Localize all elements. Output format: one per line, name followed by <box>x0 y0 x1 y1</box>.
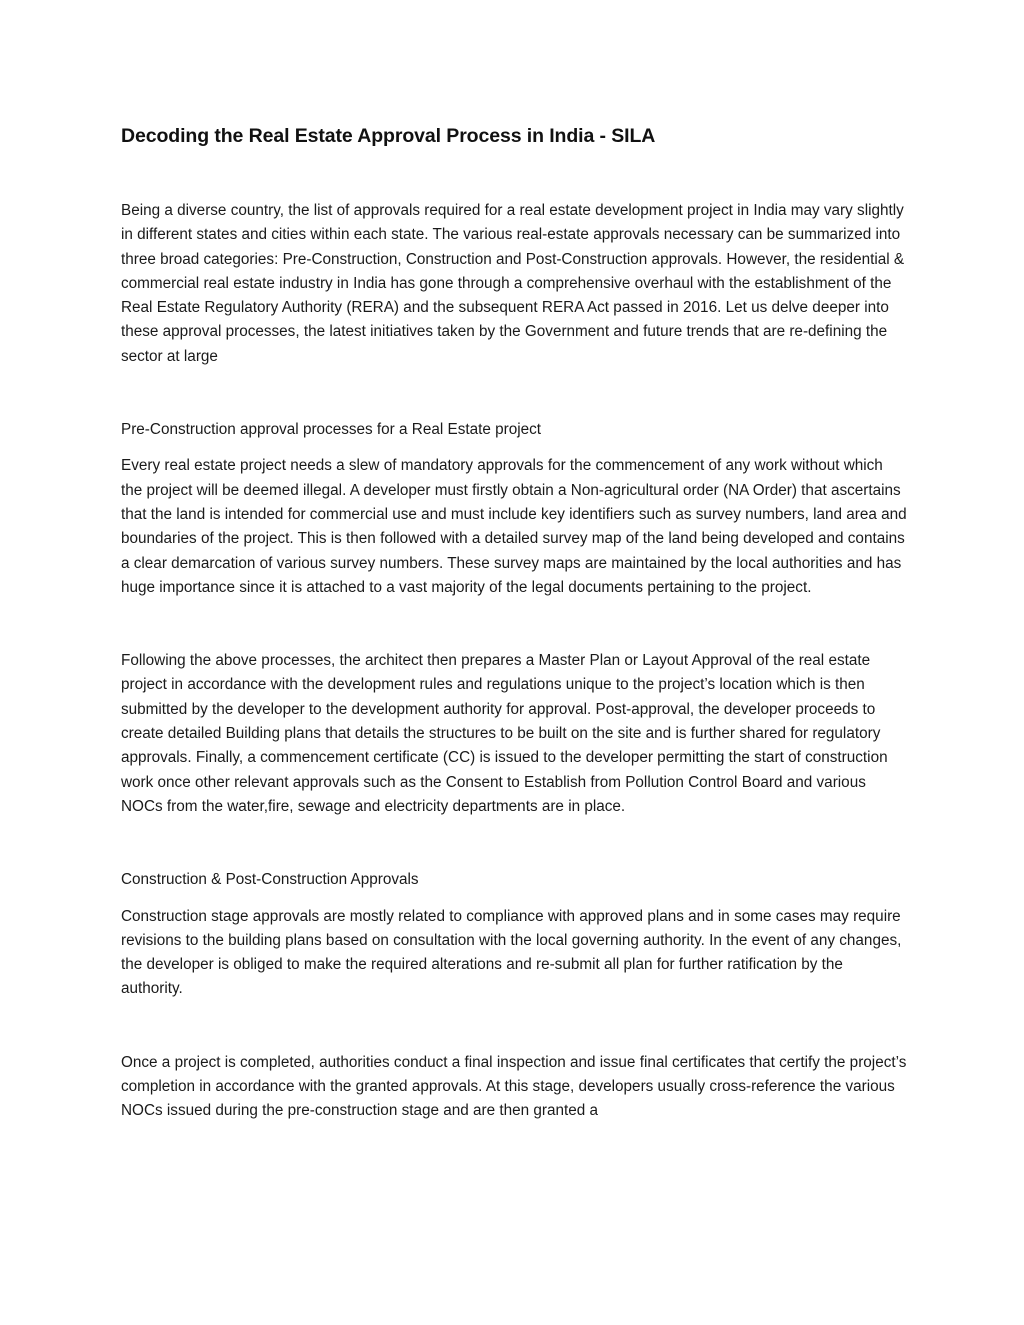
document-content <box>121 118 907 1124</box>
pre-construction-paragraph-1: Every real estate project needs a slew of mandatory approvals for the commencement of any work without which the project will be deemed illegal. A developer must firstly obtain a Non-agricultural order (NA Order) that ascertains that the land is intended for commercial use and must include key identifiers such as survey numbers, land area and boundaries of the project. This is then followed with a detailed survey map of the land being developed and contains a clear demarcation of various survey numbers. These survey maps are maintained by the local authorities and has huge importance since it is attached to a vast majority of the legal documents pertaining to the project. <box>121 457 907 596</box>
pre-construction-paragraph-2: Following the above processes, the architect then prepares a Master Plan or Layout Approval of the real estate project in accordance with the development rules and regulations unique to the project’s location which is then submitted by the developer to the development authority for approval. Post-approval, the developer proceeds to create detailed Building plans that details the structures to be built on the site and is further shared for regulatory approvals. Finally, a commencement certificate (CC) is issued to the developer permitting the start of construction work once other relevant approvals such as the Consent to Establish from Pollution Control Board and various NOCs from the water,fire, sewage and electricity departments are in place. <box>121 652 888 815</box>
section-heading-construction: Construction & Post-Construction Approvals <box>121 871 419 889</box>
construction-paragraph-2: Once a project is completed, authorities conduct a final inspection and issue final certificates that certify the project’s completion in accordance with the granted approvals. At this stage, developers usually cross-reference the various NOCs issued during the pre-construction stage and are then granted a <box>121 1053 907 1120</box>
construction-paragraph-1: Construction stage approvals are mostly related to compliance with approved plans and in some cases may require revisions to the building plans based on consultation with the local governing authority. In the event of any changes, the developer is obliged to make the required alterations and re-submit all plan for further ratification by the authority. <box>121 907 902 998</box>
document-title: Decoding the Real Estate Approval Process in India - SILA <box>121 125 656 147</box>
section-heading-pre-construction: Pre-Construction approval processes for a Real Estate project <box>121 421 542 439</box>
intro-paragraph: Being a diverse country, the list of approvals required for a real estate development project in India may vary slightly in different states and cities within each state. The various real-estate approvals necessary can be summarized into three broad categories: Pre-Construction, Construction and Post-Construction approvals. However, the residential & commercial real estate industry in India has gone through a comprehensive overhaul with the establishment of the Real Estate Regulatory Authority (RERA) and the subsequent RERA Act passed in 2016. Let us delve deeper into these approval processes, the latest initiatives taken by the Government and future trends that are re-defining the sector at large <box>121 202 905 365</box>
